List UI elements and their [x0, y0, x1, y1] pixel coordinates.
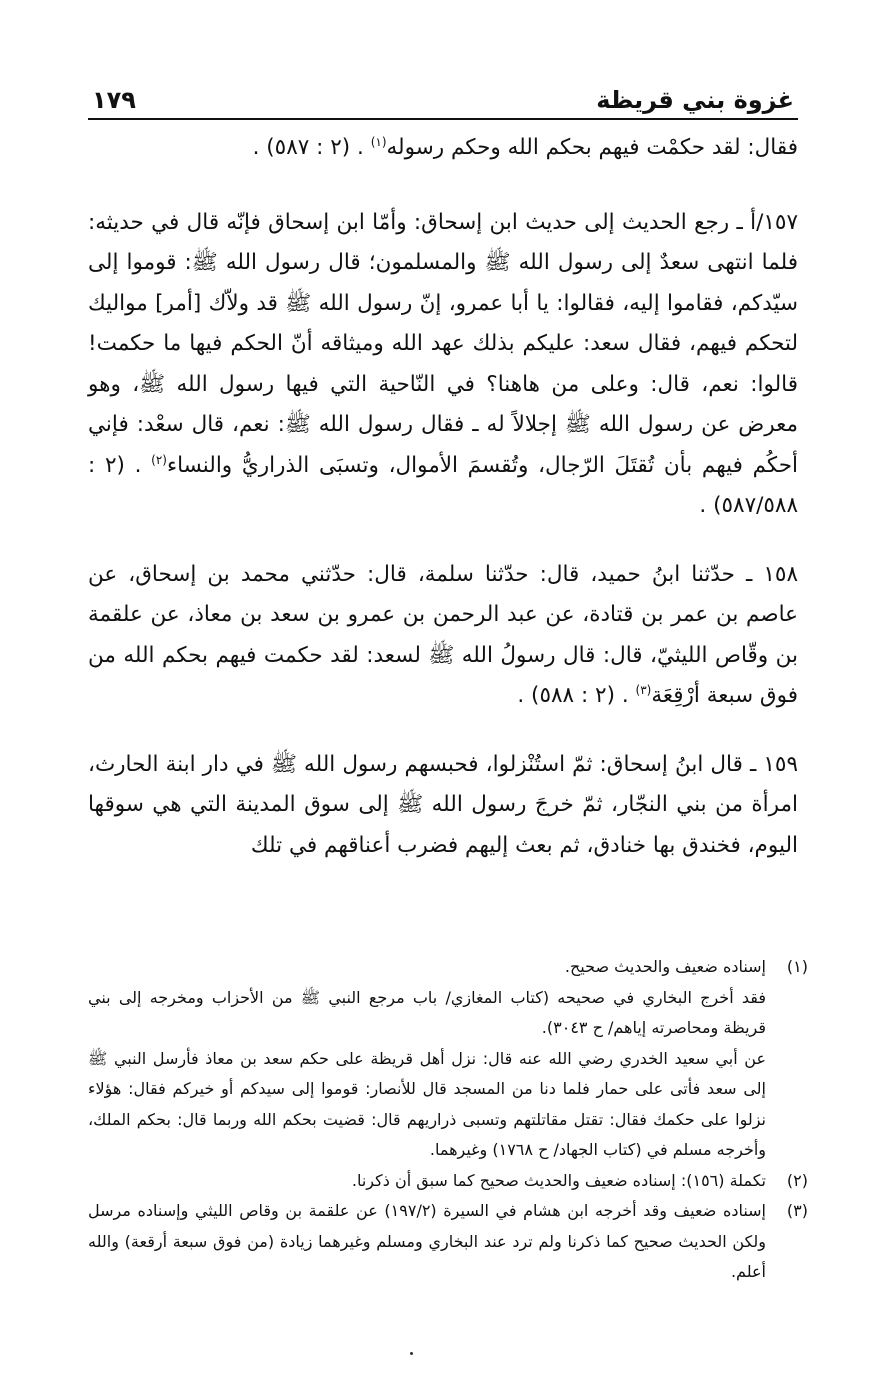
footnote	[88, 952, 808, 1166]
footnote-line: إسناده ضعيف وقد أخرجه ابن هشام في السيرة (١٩٧/٢) عن علقمة بن وقاص الليثي وإسناده مرسل ولكن الحديث صحيح كما ذكرنا ولم ترد عند البخاري ومسلم وغيرهما زيادة (من فوق سبعة أرقعة) والله أعلم.	[88, 1201, 767, 1281]
footnote-ref[interactable]: (٢)	[151, 452, 167, 467]
footnote	[88, 1166, 808, 1197]
paragraph: ١٥٩ ـ قال ابنُ إسحاق: ثمّ استُنْزلوا، فحبسهم رسول الله ﷺ في دار ابنة الحارث، امرأة من بني النجّار، ثمّ خرجَ رسول الله ﷺ إلى سوق المدينة التي هي سوقها اليوم، فخندق بها خنادق، ثم بعث إليهم فضرب أعناقهم في تلك	[88, 751, 798, 858]
paragraph: فقال: لقد حكمْت فيهم بحكم الله وحكم رسوله$^{(١)}$ . (٢ : ٥٨٧) .	[252, 134, 798, 160]
footnote	[88, 1196, 808, 1288]
footnote-number: (١)	[786, 957, 808, 976]
footnote-line: إسناده ضعيف والحديث صحيح.	[564, 957, 766, 976]
footnote-line: فقد أخرج البخاري في صحيحه (كتاب المغازي/ باب مرجع النبي ﷺ من الأحزاب ومخرجه إلى بني قريظة ومحاصرته إياهم/ ح ٣٠٤٣).	[88, 987, 766, 1037]
footnote-ref[interactable]: (٣)	[635, 682, 652, 697]
print-speck	[410, 1352, 413, 1355]
footnote-number: (٢)	[786, 1170, 808, 1190]
main-text	[88, 128, 798, 866]
page-number: ١٧٩	[92, 86, 136, 114]
footnote-ref[interactable]: (١)	[370, 134, 387, 149]
paragraph: ١٥٨ ـ حدّثنا ابنُ حميد، قال: حدّثنا سلمة، قال: حدّثني محمد بن إسحاق، عن عاصم بن عمر بن قتادة، عن عبد الرحمن بن عمرو بن سعد بن معاذ، عن علقمة بن وقّاص الليثيّ، قال: قال رسولُ الله ﷺ لسعد: لقد حكمت فيهم بحكم الله من فوق سبعة أرْقِعَة$^{(٣)}$ . (٢ : ٥٨٨) .	[88, 561, 798, 708]
page	[88, 70, 798, 894]
footnote-number: (٣)	[786, 1201, 808, 1220]
chapter-title: غزوة بني قريظة	[596, 86, 794, 114]
footnote-line: عن أبي سعيد الخدري رضي الله عنه قال: نزل أهل قريظة على حكم سعد بن معاذ فأرسل النبي ﷺ إلى سعد فأتى على حمار فلما دنا من المسجد قال للأنصار: قوموا إلى سيدكم أو خيركم فقال: هؤلاء نزلوا على حكمك فقال: تقتل مقاتلتهم وتسبى ذراريهم قال: قضيت بحكم الله وربما قال: بحكم الملك، وأخرجه مسلم في (كتاب الجهاد/ ح ١٧٦٨) وغيرهما.	[88, 1048, 766, 1159]
paragraph: ١٥٧/أ ـ رجع الحديث إلى حديث ابن إسحاق: وأمّا ابن إسحاق فإنّه قال في حديثه: فلما انتهى سعدٌ إلى رسول الله ﷺ والمسلمون؛ قال رسول الله ﷺ: قوموا إلى سيّدكم، فقاموا إليه، فقالوا: يا أبا عمرو، إنّ رسول الله ﷺ قد ولاّك [أمر] مواليك لتحكم فيهم، فقال سعد: عليكم بذلك عهد الله وميثاقه أنّ الحكم فيها ما حكمت! قالوا: نعم، قال: وعلى من هاهنا؟ في النّاحية التي فيها رسول الله ﷺ، وهو معرض عن رسول الله ﷺ إجلالاً له ـ فقال رسول الله ﷺ: نعم، قال سعْد: فإني أحكُم فيهم بأن تُقتَلَ الرّجال، وتُقسمَ الأموال، وتسبَى الذراريُّ والنساء$^{(٢)}$ . (٢ : ٥٨٧/٥٨٨) .	[88, 209, 799, 518]
running-header	[88, 70, 798, 120]
footnote-line: تكملة (١٥٦): إسناده ضعيف والحديث صحيح كما سبق أن ذكرنا.	[351, 1170, 766, 1190]
footnotes	[88, 952, 808, 1288]
